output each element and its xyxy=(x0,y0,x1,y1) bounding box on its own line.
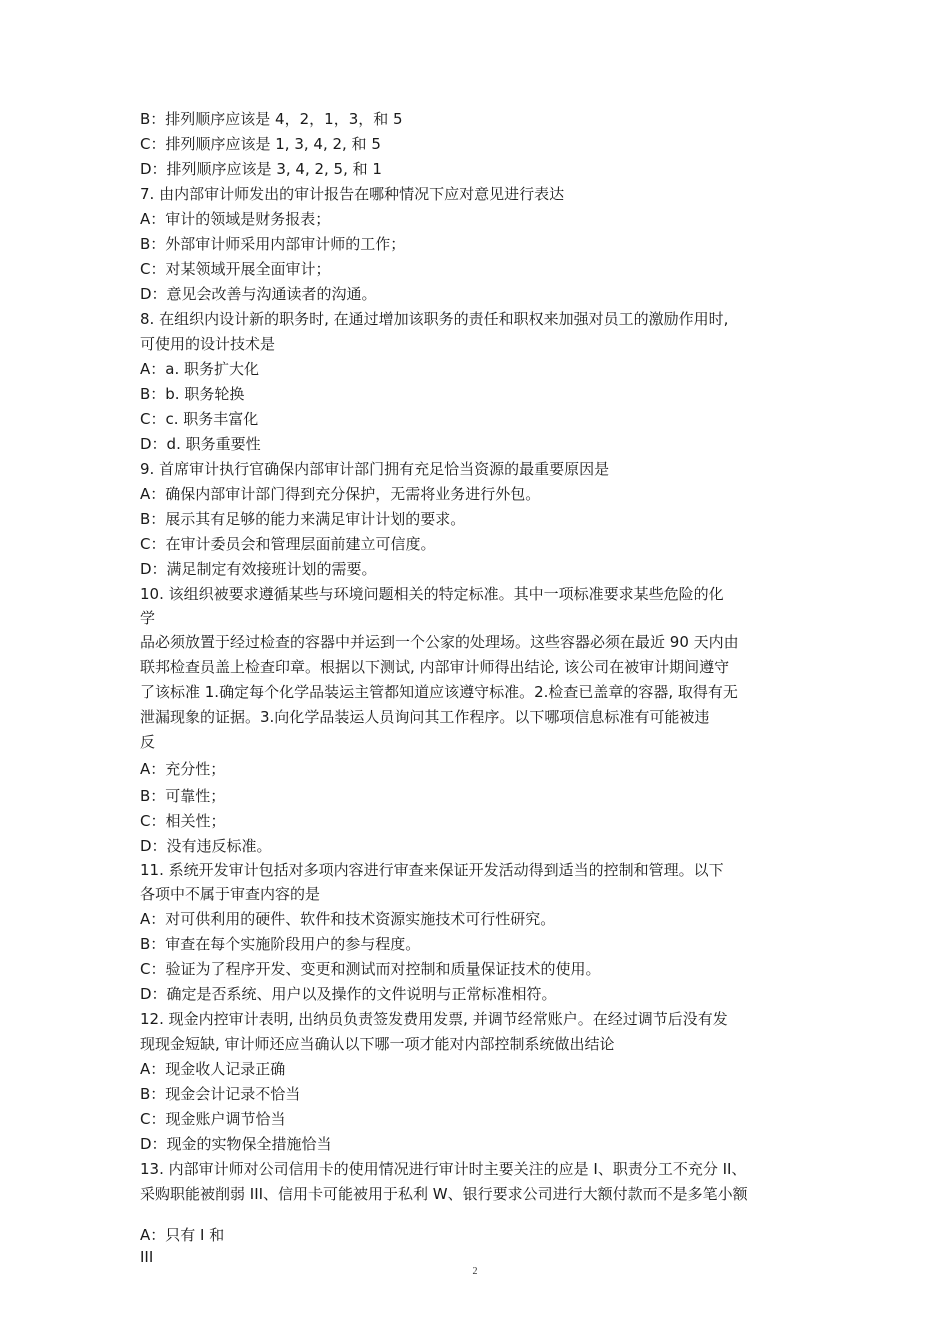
text-line: 联邦检查员盖上检查印章。根据以下测试, 内部审计师得出结论, 该公司在被审计期间遵守 xyxy=(140,658,730,676)
text-line: B：可靠性； xyxy=(140,787,226,805)
text-line: B：审查在每个实施阶段用户的参与程度。 xyxy=(140,935,421,953)
text-line: III xyxy=(140,1248,154,1266)
text-line: B：外部审计师采用内部审计师的工作； xyxy=(140,235,406,253)
text-line: D：排列顺序应该是 3, 4, 2, 5, 和 1 xyxy=(140,160,382,178)
text-line: 9. 首席审计执行官确保内部审计部门拥有充足恰当资源的最重要原因是 xyxy=(140,460,610,478)
text-line: C：在审计委员会和管理层面前建立可信度。 xyxy=(140,535,436,553)
text-line: D：d. 职务重要性 xyxy=(140,435,261,453)
text-line: 13. 内部审计师对公司信用卡的使用情况进行审计时主要关注的应是 I、职责分工不充分 II、 xyxy=(140,1160,747,1178)
text-line: B：b. 职务轮换 xyxy=(140,385,245,403)
text-line: 12. 现金内控审计表明, 出纳员负责签发费用发票, 并调节经常账户。在经过调节后没有发 xyxy=(140,1010,728,1028)
text-line: D：确定是否系统、用户以及操作的文件说明与正常标准相符。 xyxy=(140,985,557,1003)
text-line: D：现金的实物保全措施恰当 xyxy=(140,1135,332,1153)
text-line: 反 xyxy=(140,733,156,751)
text-line: 了该标准 1.确定每个化学品装运主管都知道应该遵守标准。2.检查已盖章的容器, 取得有无 xyxy=(140,683,738,701)
text-line: A：审计的领域是财务报表； xyxy=(140,210,331,228)
text-line: D：意见会改善与沟通读者的沟通。 xyxy=(140,285,377,303)
text-line: 采购职能被削弱 III、信用卡可能被用于私利 W、银行要求公司进行大额付款而不是多笔小额 xyxy=(140,1185,748,1203)
text-line: 7. 由内部审计师发出的审计报告在哪种情况下应对意见进行表达 xyxy=(140,185,565,203)
text-line: 8. 在组织内设计新的职务时, 在通过增加该职务的责任和职权来加强对员工的激励作用时, xyxy=(140,310,729,328)
text-line: D：没有违反标准。 xyxy=(140,837,272,855)
text-line: C：验证为了程序开发、变更和测试而对控制和质量保证技术的使用。 xyxy=(140,960,601,978)
text-line: 现现金短缺, 审计师还应当确认以下哪一项才能对内部控制系统做出结论 xyxy=(140,1035,615,1053)
text-line: B：现金会计记录不恰当 xyxy=(140,1085,301,1103)
text-line: D：满足制定有效接班计划的需要。 xyxy=(140,560,377,578)
text-line: C：对某领域开展全面审计； xyxy=(140,260,331,278)
text-line: 10. 该组织被要求遵循某些与环境问题相关的特定标准。其中一项标准要求某些危险的化 xyxy=(140,585,724,603)
text-line: A：现金收人记录正确 xyxy=(140,1060,286,1078)
text-line: B：排列顺序应该是 4，2，1，3，和 5 xyxy=(140,110,403,128)
text-line: 11. 系统开发审计包括对多项内容进行审查来保证开发活动得到适当的控制和管理。以下 xyxy=(140,861,724,879)
page-number: 2 xyxy=(472,1266,478,1277)
text-line: A：确保内部审计部门得到充分保护，无需将业务进行外包。 xyxy=(140,485,541,503)
text-line: A：只有 I 和 xyxy=(140,1226,225,1244)
text-line: B：展示其有足够的能力来满足审计计划的要求。 xyxy=(140,510,466,528)
text-line: 学 xyxy=(140,609,156,627)
text-line: C：相关性； xyxy=(140,812,226,830)
text-line: A：对可供利用的硬件、软件和技术资源实施技术可行性研究。 xyxy=(140,910,556,928)
text-line: 可使用的设计技术是 xyxy=(140,335,276,353)
text-line: C：现金账户调节恰当 xyxy=(140,1110,286,1128)
text-line: 泄漏现象的证据。3.向化学品装运人员询问其工作程序。以下哪项信息标准有可能被违 xyxy=(140,708,710,726)
text-line: A：充分性； xyxy=(140,760,226,778)
text-line: C：c. 职务丰富化 xyxy=(140,410,259,428)
text-line: C：排列顺序应该是 1, 3, 4, 2, 和 5 xyxy=(140,135,381,153)
text-line: A：a. 职务扩大化 xyxy=(140,360,259,378)
text-line: 各项中不属于审查内容的是 xyxy=(140,885,321,903)
text-line: 品必须放置于经过检查的容器中并运到一个公家的处理场。这些容器必须在最近 90 天内由 xyxy=(140,633,739,651)
